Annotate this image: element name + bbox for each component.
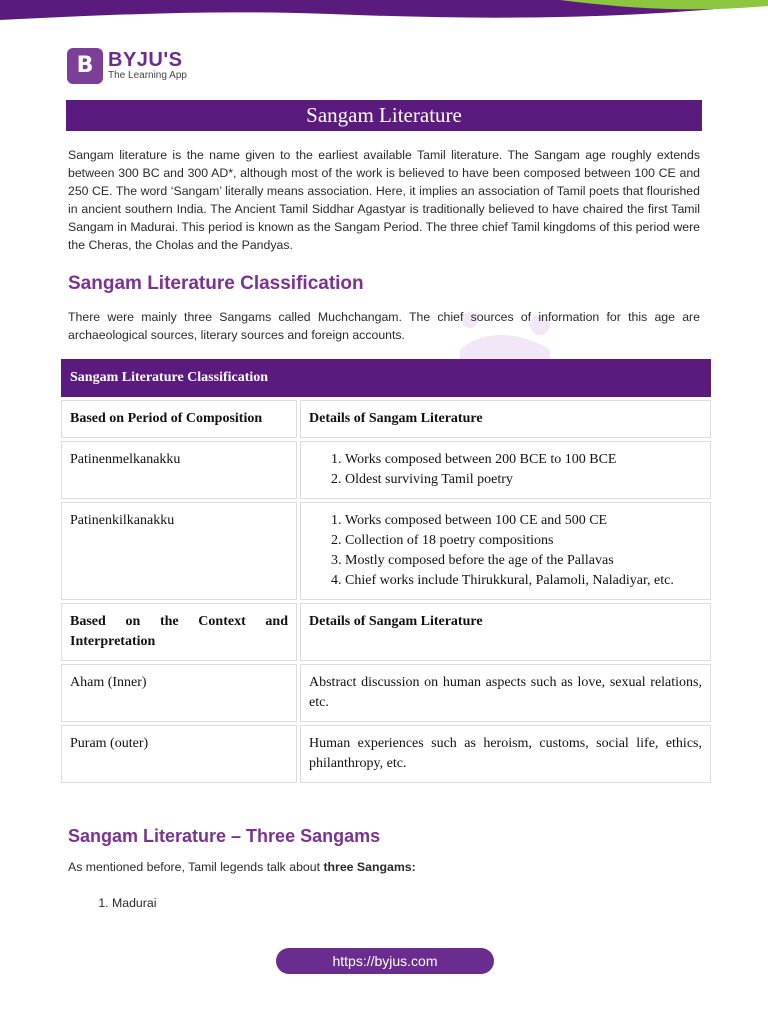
list-item: 1. Madurai	[112, 896, 156, 910]
logo-badge-letter: B	[76, 53, 94, 78]
table-header-details: Details of Sangam Literature	[300, 603, 711, 661]
table-row	[61, 725, 711, 783]
intro-paragraph: Sangam literature is the name given to the earliest available Tamil literature. The Sangam age roughly extends between 300 BC and 300 AD*, although most of the work is believed to have been composed between 100 CE and 250 CE. The word ‘Sangam’ literally means association. Here, it implies an association of Tamil poets that flourished in ancient southern India. The Ancient Tamil Siddhar Agastyar is traditionally believed to have chaired the first Tamil Sangam in Madurai. This period is known as the Sangam Period. The three chief Tamil kingdoms of this period were the Cheras, the Cholas and the Pandyas.	[68, 148, 700, 252]
logo-brand-name: BYJU'S	[108, 49, 183, 71]
table-cell-details: Human experiences such as heroism, customs, social life, ethics, philanthropy, etc.	[300, 725, 711, 783]
list-item: 2. Collection of 18 poetry compositions	[345, 531, 702, 551]
section-heading-classification: Sangam Literature Classification	[68, 273, 364, 294]
table-cell-details	[300, 502, 711, 600]
list-item: 3. Mostly composed before the age of the Pallavas	[345, 551, 702, 571]
three-sangams-intro	[68, 860, 416, 874]
page-title-bar	[66, 100, 702, 131]
list-item: 1. Works composed between 200 BCE to 100 BCE	[345, 450, 702, 470]
table-row	[61, 441, 711, 499]
table-row	[61, 502, 711, 600]
table-row	[61, 664, 711, 722]
logo-tagline: The Learning App	[108, 70, 187, 81]
table-caption: Sangam Literature Classification	[61, 359, 711, 397]
table-header-row	[61, 603, 711, 661]
header-wave-decoration	[0, 0, 768, 30]
table-cell-name: Patinenkilkanakku	[61, 502, 297, 600]
byjus-logo[interactable]	[67, 46, 187, 86]
table-cell-details: Abstract discussion on human aspects such as love, sexual relations, etc.	[300, 664, 711, 722]
section-heading-three-sangams: Sangam Literature – Three Sangams	[68, 826, 381, 846]
list-item: 4. Chief works include Thirukkural, Palamoli, Naladiyar, etc.	[345, 571, 702, 591]
intro-text: As mentioned before, Tamil legends talk about	[68, 860, 324, 874]
table-cell-name: Puram (outer)	[61, 725, 297, 783]
table-cell-name: Patinenmelkanakku	[61, 441, 297, 499]
footer-url-text: https://byjus.com	[332, 953, 438, 969]
logo-badge-icon	[67, 48, 103, 84]
table-caption-row	[61, 359, 711, 397]
table-header-row	[61, 400, 711, 438]
table-cell-details	[300, 441, 711, 499]
intro-bold-text: three Sangams:	[323, 860, 416, 874]
page-title: Sangam Literature	[306, 103, 462, 127]
list-item: 1. Works composed between 100 CE and 500 CE	[345, 511, 702, 531]
table-cell-name: Aham (Inner)	[61, 664, 297, 722]
classification-paragraph: There were mainly three Sangams called Muchchangam. The chief sources of information for this age are archaeological sources, literary sources and foreign accounts.	[68, 310, 700, 342]
table-header-details: Details of Sangam Literature	[300, 400, 711, 438]
sangams-list	[90, 896, 156, 910]
list-item: 2. Oldest surviving Tamil poetry	[345, 470, 702, 490]
table-header-period: Based on Period of Composition	[61, 400, 297, 438]
footer-url-link[interactable]	[276, 948, 494, 974]
classification-table	[58, 356, 714, 786]
table-header-context: Based on the Context and Interpretation	[61, 603, 297, 661]
